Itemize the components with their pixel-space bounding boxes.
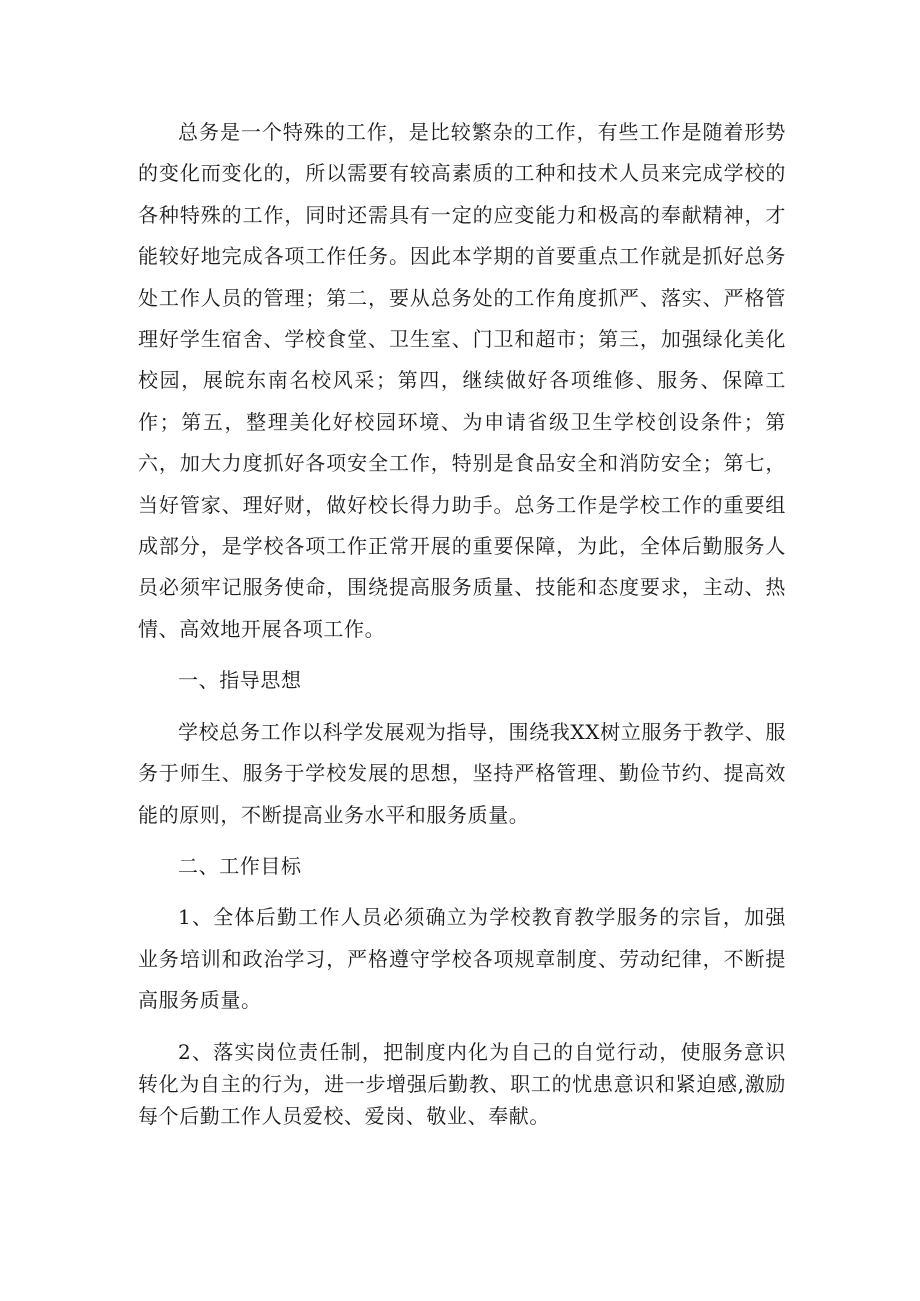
work-goal-item-1: 1、全体后勤工作人员必须确立为学校教育教学服务的宗旨，加强业务培训和政治学习，严格遵守学校各项规章制度、劳动纪律，不断提高服务质量。 xyxy=(138,905,786,1013)
section-heading-work-goals: 二、工作目标 xyxy=(178,853,302,878)
work-goal-item-2: 2、落实岗位责任制，把制度内化为自己的自觉行动，使服务意识转化为自主的行为，进一步增强后勤教、职工的忧患意识和紧迫感,激励每个后勤工作人员爱校、爱岗、敬业、奉献。 xyxy=(138,1039,786,1128)
intro-paragraph: 总务是一个特殊的工作，是比较繁杂的工作，有些工作是随着形势的变化而变化的，所以需要有较高素质的工种和技术人员来完成学校的各种特殊的工作，同时还需具有一定的应变能力和极高的奉献精神，才能较好地完成各项工作任务。因此本学期的首要重点工作就是抓好总务处工作人员的管理；第二，要从总务处的工作角度抓严、落实、严格管理好学生宿舍、学校食堂、卫生室、门卫和超市；第三，加强绿化美化校园，展皖东南名校风采；第四，继续做好各项维修、服务、保障工作；第五，整理美化好校园环境、为申请省级卫生学校创设条件；第六，加大力度抓好各项安全工作，特别是食品安全和消防安全；第七，当好管家、理好财，做好校长得力助手。总务工作是学校工作的重要组成部分，是学校各项工作正常开展的重要保障，为此，全体后勤服务人员必须牢记服务使命，围绕提高服务质量、技能和态度要求，主动、热情、高效地开展各项工作。 xyxy=(138,120,786,641)
section-heading-guiding-ideology: 一、指导思想 xyxy=(178,668,302,693)
document-body xyxy=(138,112,786,1132)
guiding-ideology-paragraph: 学校总务工作以科学发展观为指导，围绕我XX树立服务于教学、服务于师生、服务于学校发展的思想，坚持严格管理、勤俭节约、提高效能的原则，不断提高业务水平和服务质量。 xyxy=(138,719,786,827)
